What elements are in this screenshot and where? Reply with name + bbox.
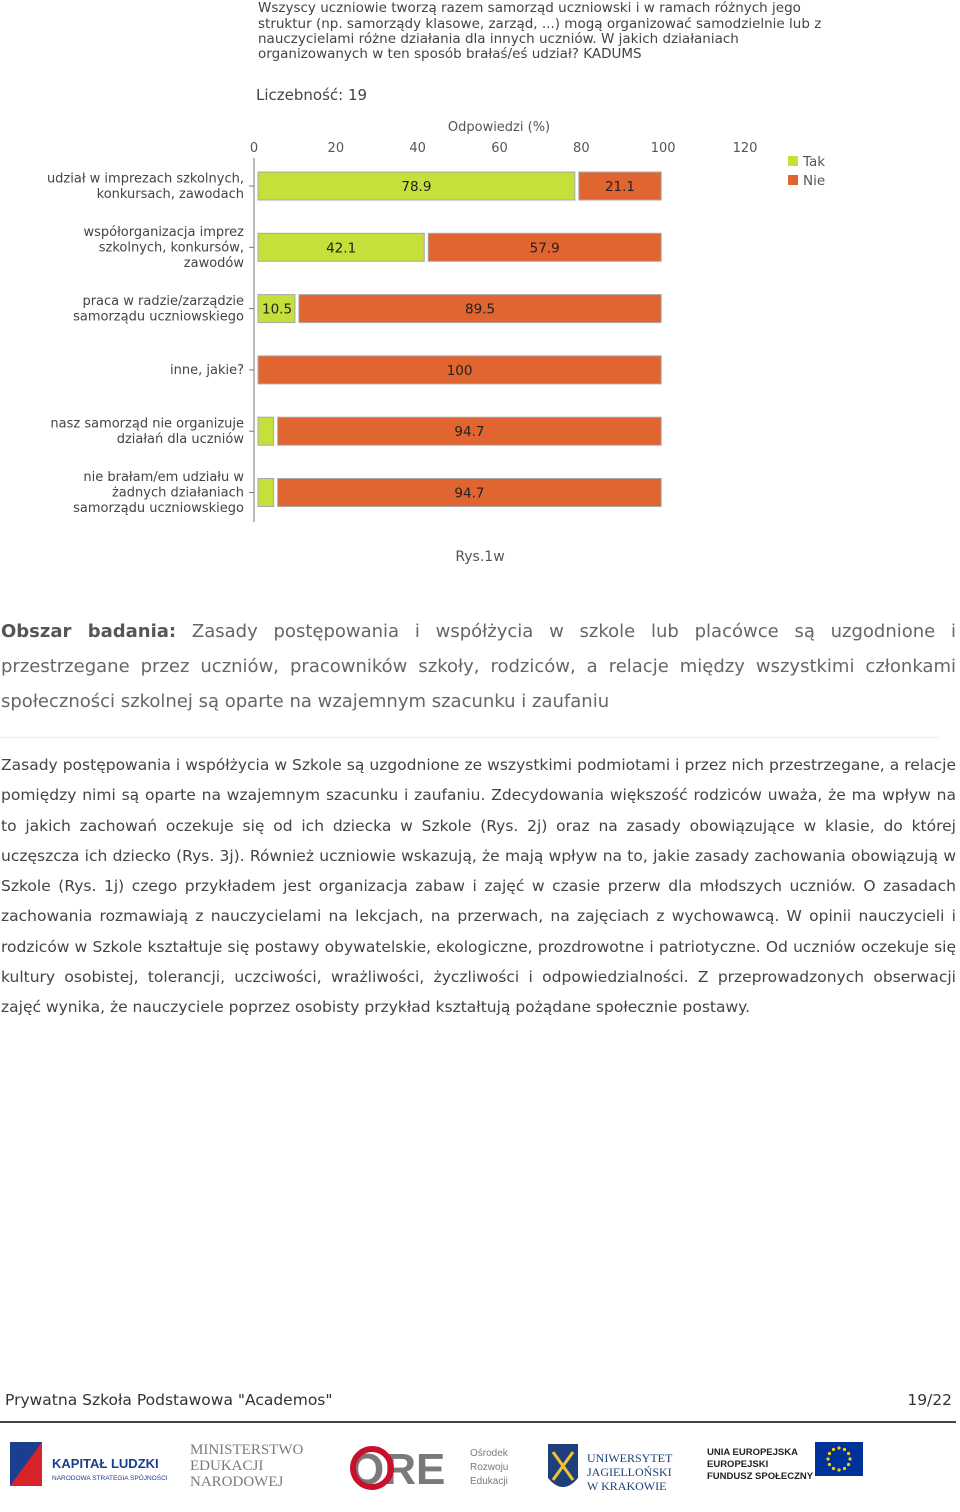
chart-title-line: struktur (np. samorządy klasowe, zarząd, ...) mogą organizować samodzielnie lub z (258, 16, 822, 32)
category-label: udział w imprezach szkolnych, (46, 171, 244, 187)
eu-star-icon (828, 1452, 831, 1455)
eu-star-icon (847, 1452, 850, 1455)
footer-page-number: 19/22 (907, 1391, 952, 1409)
eu-line: UNIA EUROPEJSKA (707, 1447, 798, 1458)
survey-bar-chart (0, 0, 960, 540)
category-label: konkursach, zawodach (96, 186, 244, 202)
figure-caption: Rys.1w (455, 549, 505, 565)
eu-star-icon (843, 1448, 846, 1451)
men-logo (190, 1442, 303, 1490)
category-label: nasz samorząd nie organizuje (50, 416, 244, 432)
x-tick-label: 40 (409, 141, 426, 156)
x-tick-label: 60 (491, 141, 508, 156)
category-labels (47, 171, 254, 516)
ore-logo (350, 1445, 509, 1494)
eu-logo (707, 1442, 863, 1482)
bar-tak (258, 479, 274, 507)
men-line: NARODOWEJ (190, 1474, 284, 1490)
ore-wordmark: ORE (350, 1445, 446, 1494)
x-tick-label: 120 (732, 141, 758, 156)
research-area-label: Obszar badania: (1, 621, 177, 642)
category-label: inne, jakie? (170, 362, 244, 378)
respondent-count: Liczebność: 19 (256, 86, 368, 104)
chart-title-line: Wszyscy uczniowie tworzą razem samorząd uczniowski i w ramach różnych jego (258, 0, 801, 16)
uj-logo (548, 1444, 673, 1493)
chart-title-line: nauczycielami różne działania dla innych uczniów. W jakich działaniach (258, 31, 739, 47)
eu-star-icon (843, 1467, 846, 1470)
ore-line: Edukacji (470, 1476, 508, 1487)
eu-line: EUROPEJSKI (707, 1459, 769, 1470)
eu-star-icon (832, 1467, 835, 1470)
category-label: samorządu uczniowskiego (73, 309, 244, 325)
bar-value-label: 78.9 (401, 179, 432, 195)
kapital-ludzki-subtitle: NARODOWA STRATEGIA SPÓJNOŚCI (52, 1475, 168, 1482)
research-area (1, 614, 956, 719)
ore-line: Ośrodek (470, 1448, 508, 1459)
men-line: EDUKACJI (190, 1458, 264, 1474)
eu-line: FUNDUSZ SPOŁECZNY (707, 1471, 814, 1482)
body-paragraph: Zasady postępowania i współżycia w Szkole są uzgodnione ze wszystkimi podmiotami i przez nich przestrzegane, a relacje pomiędzy nimi są oparte na wzajemnym szacunku i zaufaniu. Zdecydowania większość rodziców uważa, że ma wpływ na to jakich zachowań oczekuje się od ich dziecka w Szkole (Rys. 2j) oraz na zasady obowiązujące w klasie, do której uczęszcza ich dziecko (Rys. 3j). Również uczniowie wskazują, że mają wpływ na to, jakie zasady zachowania obowiązują w Szkole (Rys. 1j) czego przykładem jest organizacja zabaw i zajęć w czasie przerw dla młodszych uczniów. O zasadach zachowania rozmawiają z nauczycielami na lekcjach, na przerwach, na zajęciach z wychowawcą. W opinii nauczycieli i rodziców w Szkole kształtuje się postawy obywatelskie, ekologiczne, prozdrowotne i patriotyczne. Od uczniów oczekuje się kultury osobistej, tolerancji, uczciwości, wrażliwości, życzliwości i odpowiedzialności. Z przeprowadzonych obserwacji zajęć wynika, że nauczyciele poprzez osobisty przykład kształtują pożądane społecznie postawy. (1, 756, 956, 1017)
bars (258, 172, 661, 507)
funding-logos (0, 1432, 960, 1507)
chart-title-line: organizowanych w ten sposób brałaś/eś udział? KADUMS (258, 46, 642, 62)
chart-legend (788, 154, 825, 189)
category-label: zawodów (183, 255, 244, 271)
uj-line: UNIWERSYTET (587, 1451, 673, 1465)
eu-star-icon (826, 1457, 829, 1460)
bar-tak (258, 417, 274, 445)
x-tick-label: 80 (573, 141, 590, 156)
eu-star-icon (847, 1463, 850, 1466)
bar-value-label: 10.5 (262, 301, 293, 318)
bar-value-label: 94.7 (454, 424, 485, 441)
bar-value-label: 100 (446, 362, 473, 379)
research-area-text: Zasady postępowania i współżycia w szkole lub placówce są uzgodnione i przestrzegane przez uczniów, pracowników szkoły, rodziców, a relacje między wszystkimi członkami społeczności szkolnej są oparte na wzajemnym szacunku i zaufaniu (1, 621, 957, 712)
bar-value-label: 89.5 (465, 301, 496, 318)
footer-rule (0, 1421, 956, 1423)
uj-line: W KRAKOWIE (587, 1479, 667, 1493)
category-label: żadnych działaniach (111, 485, 244, 501)
eu-star-icon (848, 1457, 851, 1460)
x-tick-label: 0 (249, 141, 259, 156)
legend-swatch (788, 175, 798, 185)
category-label: praca w radzie/zarządzie (82, 293, 244, 309)
kapital-ludzki-title: KAPITAŁ LUDZKI (52, 1456, 159, 1471)
eu-star-icon (837, 1446, 840, 1449)
chart-title (258, 0, 821, 62)
x-tick-label: 20 (327, 141, 345, 156)
legend-label: Nie (803, 173, 826, 189)
ore-line: Rozwoju (470, 1462, 509, 1473)
eu-star-icon (832, 1448, 835, 1451)
legend-swatch (788, 156, 798, 166)
category-label: działań dla uczniów (116, 431, 244, 447)
bar-value-label: 94.7 (454, 485, 485, 502)
eu-star-icon (837, 1468, 840, 1471)
legend-label: Tak (803, 154, 826, 170)
eu-star-icon (828, 1463, 831, 1466)
bar-value-label: 57.9 (529, 240, 560, 257)
category-label: współorganizacja imprez (83, 224, 244, 240)
bar-value-label: 42.1 (326, 240, 357, 257)
men-line: MINISTERSTWO (190, 1442, 304, 1458)
category-label: szkolnych, konkursów, (98, 240, 244, 256)
uj-line: JAGIELLOŃSKI (587, 1465, 672, 1479)
kapital-ludzki-logo (10, 1442, 168, 1486)
bar-value-label: 21.1 (604, 179, 636, 195)
category-label: nie brałam/em udziału w (83, 470, 244, 485)
section-divider (0, 737, 940, 738)
category-label: samorządu uczniowskiego (73, 501, 244, 516)
footer-school-name: Prywatna Szkoła Podstawowa "Academos" (5, 1391, 333, 1409)
x-tick-label: 100 (650, 141, 676, 156)
x-axis-title: Odpowiedzi (%) (447, 120, 551, 135)
x-axis-ticks (250, 141, 758, 156)
